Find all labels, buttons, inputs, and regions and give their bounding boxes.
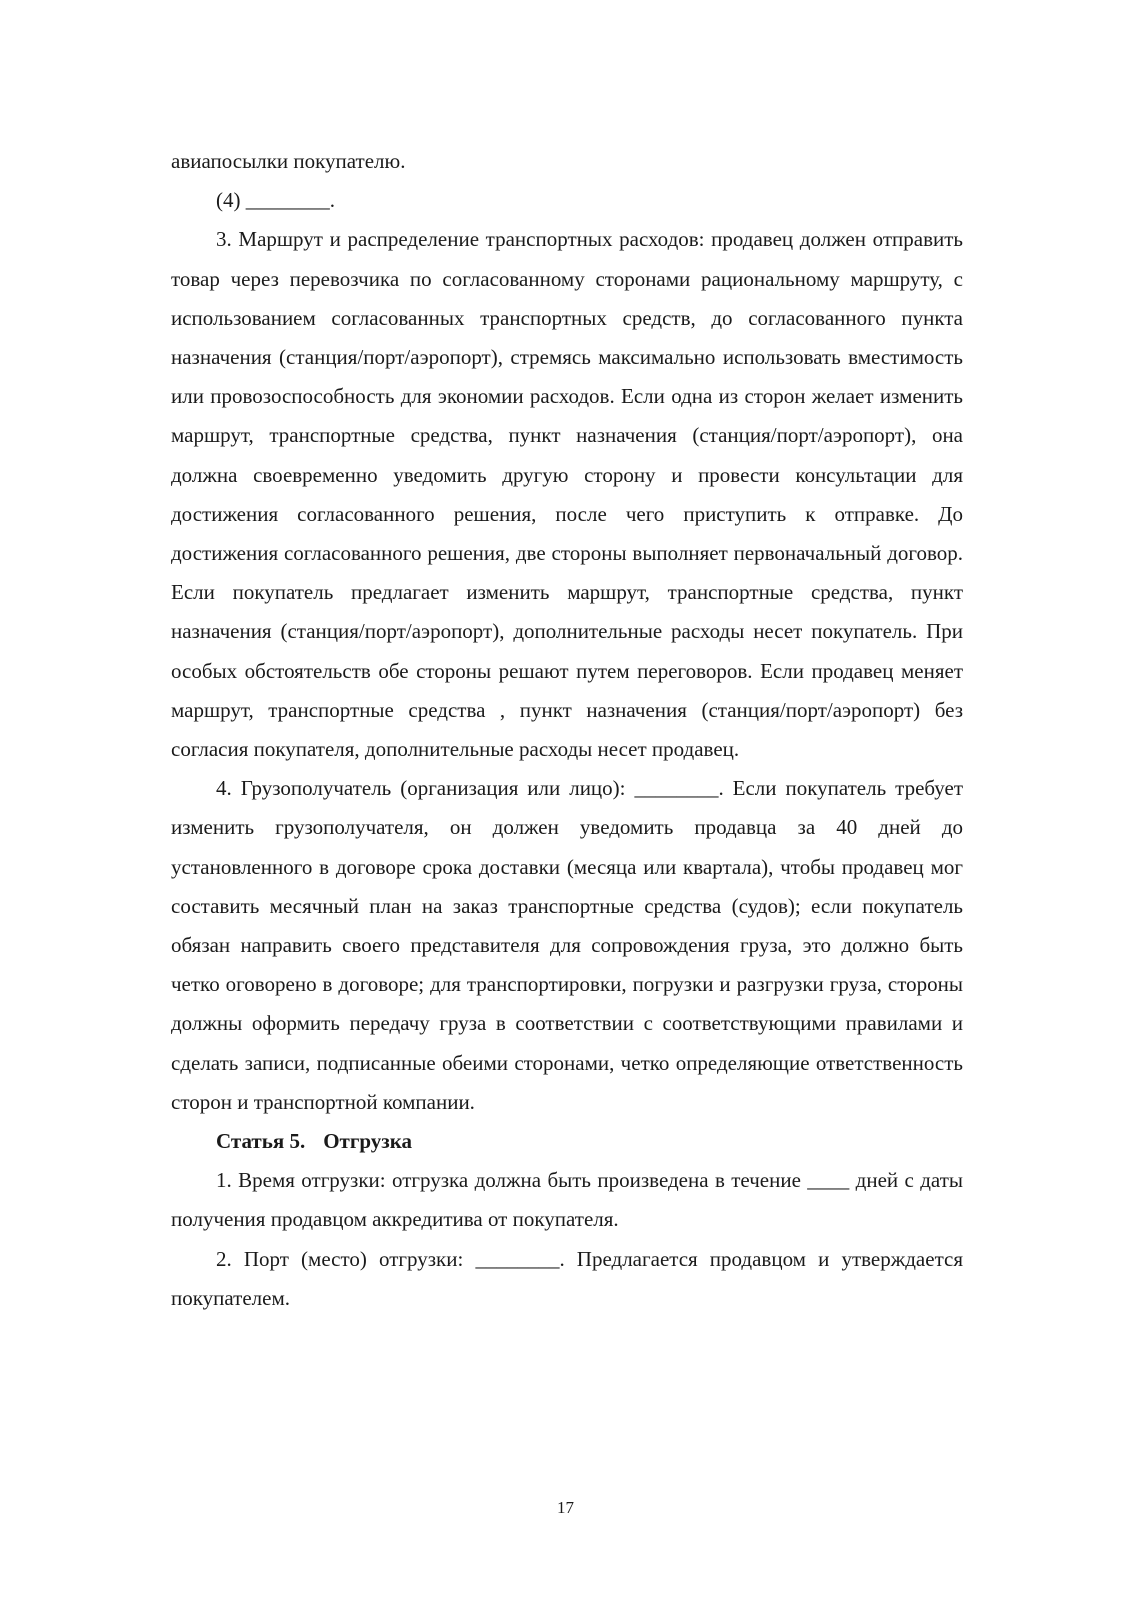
page-number: 17: [557, 1498, 574, 1517]
article-title: Отгрузка: [323, 1129, 413, 1154]
paragraph-shipment-time: 1. Время отгрузки: отгрузка должна быть произведена в течение ____ дней с даты получения продавцом аккредитива от покупателя.: [171, 1168, 963, 1232]
paragraph-continuation: авиапосылки покупателю.: [171, 149, 406, 173]
article-number: Статья 5.: [216, 1129, 306, 1154]
paragraph-item-4: (4) ________.: [216, 188, 335, 213]
paragraph-consignee: 4. Грузополучатель (организация или лицо): ________. Если покупатель требует изменить грузополучателя, он должен уведомить продавца за 40 дней до установленного в договоре срока доставки (месяца или квартала), чтобы продавец мог составить месячный план на заказ транспортные средства (судов); если покупатель обязан направить своего представителя для сопровождения груза, это должно быть четко оговорено в договоре; для транспортировки, погрузки и разгрузки груза, стороны должны оформить передачу груза в соответствии с соответствующими правилами и сделать записи, подписанные обеими сторонами, четко определяющие ответственность сторон и транспортной компании.: [171, 776, 963, 1114]
article-heading: [171, 1122, 963, 1161]
document-page: [171, 142, 963, 1318]
paragraph-shipment-port: 2. Порт (место) отгрузки: ________. Предлагается продавцом и утверждается покупателем.: [171, 1246, 963, 1310]
paragraph-route-and-costs: 3. Маршрут и распределение транспортных расходов: продавец должен отправить товар через перевозчика по согласованному сторонами рациональному маршруту, с использованием согласованных транспортных средств, до согласованного пункта назначения (станция/порт/аэропорт), стремясь максимально использовать вместимость или провозоспособность для экономии расходов. Если одна из сторон желает изменить маршрут, транспортные средства, пункт назначения (станция/порт/аэропорт), она должна своевременно уведомить другую сторону и провести консультации для достижения согласованного решения, после чего приступить к отправке. До достижения согласованного решения, две стороны выполняет первоначальный договор. Если покупатель предлагает изменить маршрут, транспортные средства, пункт назначения (станция/порт/аэропорт), дополнительные расходы несет покупатель. При особых обстоятельств обе стороны решают путем переговоров. Если продавец меняет маршрут, транспортные средства , пункт назначения (станция/порт/аэропорт) без согласия покупателя, дополнительные расходы несет продавец.: [171, 227, 963, 762]
